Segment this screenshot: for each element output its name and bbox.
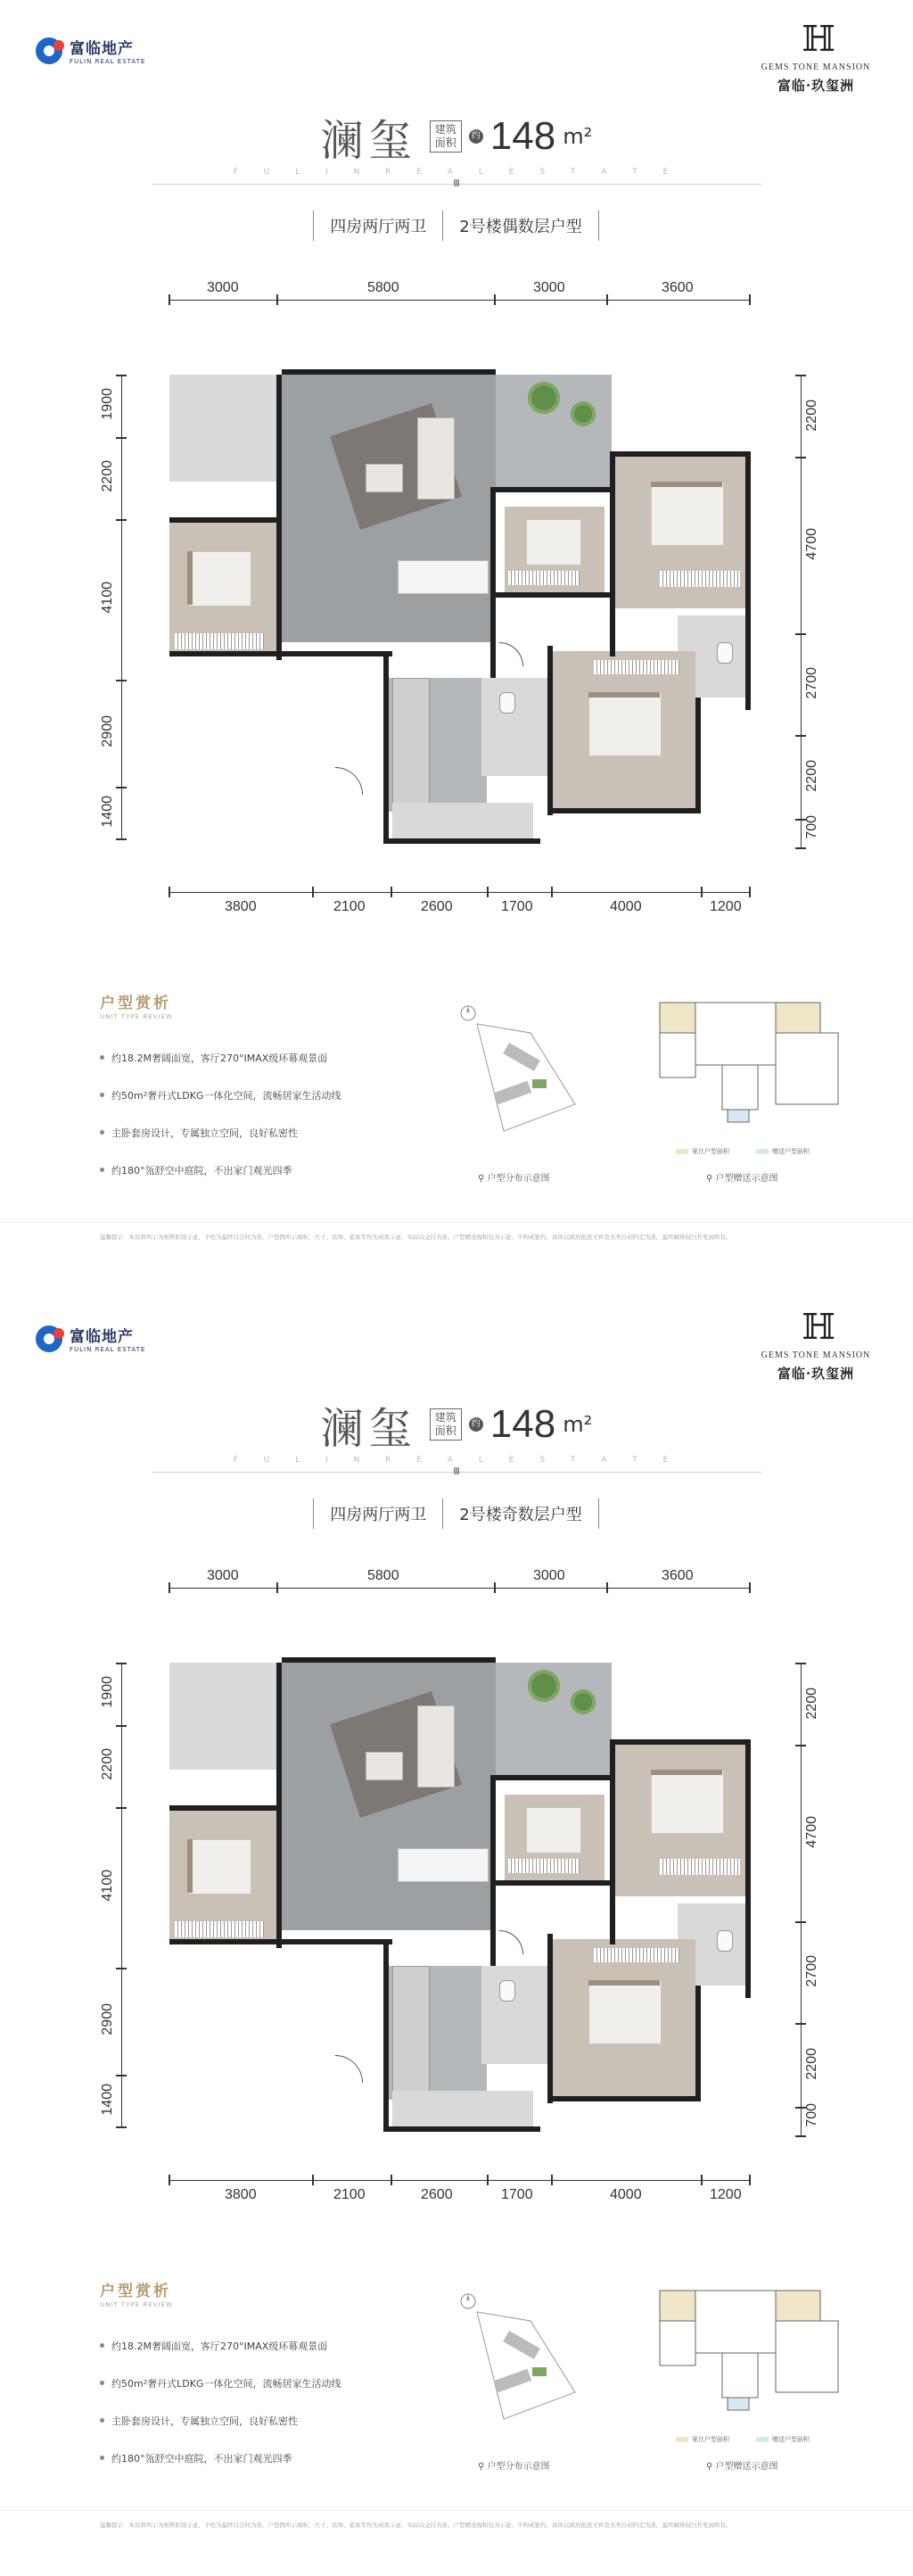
dim-left-5: 1400 xyxy=(100,796,115,828)
dim-tick xyxy=(701,2175,703,2185)
wall xyxy=(547,808,699,813)
dim-bottom-6: 1200 xyxy=(710,899,742,914)
bullet-icon xyxy=(100,1130,104,1135)
dim-tick xyxy=(116,437,127,439)
dim-left-2: 2200 xyxy=(100,460,115,492)
divider-mark-icon: Ⅲ xyxy=(453,1466,460,1477)
area-label: 建筑面积 xyxy=(430,120,462,153)
toilet-icon xyxy=(717,642,733,664)
project-brand xyxy=(749,20,883,95)
brand-name-cn: 富临·玖玺洲 xyxy=(777,1366,855,1382)
dim-line-right xyxy=(801,375,802,847)
wall xyxy=(547,646,553,815)
legend-gift-area xyxy=(756,2435,810,2444)
dim-bottom-4: 1700 xyxy=(501,899,533,914)
dim-tick xyxy=(749,1582,751,1593)
gifted-area-diagram xyxy=(651,997,847,1140)
dining-table xyxy=(398,560,489,594)
review-item xyxy=(100,2451,456,2489)
brand-monogram-icon: ℍ xyxy=(802,1307,830,1348)
dim-left-4: 2900 xyxy=(100,2003,115,2035)
utility-balcony xyxy=(392,803,490,838)
dim-right-5: 700 xyxy=(804,2103,819,2127)
dim-left-5: 1400 xyxy=(100,2084,115,2116)
review-item-text: 主卧套房设计，专属独立空间，良好私密性 xyxy=(111,1127,298,1139)
dim-tick xyxy=(795,1745,806,1746)
plant-icon xyxy=(528,382,560,414)
dim-tick xyxy=(606,294,608,305)
wall xyxy=(169,1939,392,1944)
review-item xyxy=(100,1163,456,1201)
dim-bottom-6: 1200 xyxy=(710,2187,742,2202)
developer-logo xyxy=(36,36,145,65)
dim-top-2: 5800 xyxy=(367,280,399,295)
dim-bottom-4: 1700 xyxy=(501,2187,533,2202)
door-arc xyxy=(499,1930,523,1954)
dim-top-4: 3600 xyxy=(662,280,694,295)
bed-master xyxy=(651,1770,724,1834)
bed-south xyxy=(588,1980,662,2044)
unit-name: 澜玺 xyxy=(320,115,417,166)
dim-right-5: 700 xyxy=(804,815,819,839)
wall xyxy=(389,2126,540,2132)
wall xyxy=(547,2096,699,2101)
wall xyxy=(276,1663,282,1948)
dim-bottom-1: 3800 xyxy=(225,899,257,914)
bullet-icon xyxy=(100,2343,104,2348)
wardrobe-west xyxy=(175,633,264,649)
review-item-text: 约18.2M奢阔面宽，客厅270°IMAX级环幕观景面 xyxy=(111,1053,328,1064)
review-item-text: 主卧套房设计，专属独立空间，良好私密性 xyxy=(111,2415,298,2427)
dim-top-2: 5800 xyxy=(367,1568,399,1583)
dim-tick xyxy=(606,1582,608,1593)
wall xyxy=(496,1880,610,1886)
dim-tick xyxy=(749,294,751,305)
logo-icon xyxy=(36,37,62,64)
wall xyxy=(496,1775,615,1780)
review-item xyxy=(100,1088,456,1126)
wall xyxy=(610,1739,615,1944)
wardrobe-study xyxy=(508,571,580,585)
legend-swatch xyxy=(676,1149,688,1154)
balcony-left xyxy=(169,375,282,482)
site-distribution-diagram xyxy=(450,2285,593,2428)
unit-title xyxy=(0,1393,913,1456)
wall xyxy=(695,1986,701,2101)
area-block xyxy=(430,114,592,159)
review-item-text: 约18.2M奢阔面宽，客厅270°IMAX级环幕观景面 xyxy=(111,2341,328,2352)
brand-name-en: GEMS TONE MANSION xyxy=(761,1350,871,1360)
dim-tick xyxy=(116,375,127,376)
tag-layout: 四房两厅两卫 xyxy=(313,1499,443,1529)
dim-tick xyxy=(116,680,127,681)
dim-bottom-5: 4000 xyxy=(610,899,642,914)
review-item xyxy=(100,1051,456,1088)
legend-sale-area xyxy=(676,2435,729,2444)
bed-south xyxy=(588,692,662,756)
dim-tick xyxy=(391,887,392,897)
dim-left-1: 1900 xyxy=(100,388,115,420)
legend-label: 案比户型面积 xyxy=(692,1148,729,1155)
door-arc xyxy=(499,642,523,666)
dim-tick xyxy=(276,1582,278,1593)
dim-bottom-2: 2100 xyxy=(333,2187,366,2202)
dim-tick xyxy=(795,633,806,635)
dim-right-4: 2200 xyxy=(804,760,819,792)
review-item-text: 约50m²奢丹式LDKG一体化空间，流畅居家生活动线 xyxy=(111,2378,341,2390)
plan-caption-text: 户型赠送示意图 xyxy=(715,1174,778,1184)
dim-tick xyxy=(487,2175,489,2185)
dim-tick xyxy=(169,2175,170,2185)
dim-tick xyxy=(795,375,806,376)
tag-building: 2号楼奇数层户型 xyxy=(442,1499,598,1529)
wall xyxy=(169,517,276,523)
review-item-text: 约180°瓴舒空中庭院，不出家门观光四季 xyxy=(111,2453,292,2465)
area-label: 建筑面积 xyxy=(430,1408,462,1441)
review-item-text: 约50m²奢丹式LDKG一体化空间，流畅居家生活动线 xyxy=(111,1090,341,1102)
developer-logo xyxy=(36,1324,145,1353)
door-arc xyxy=(335,767,363,795)
unit-title xyxy=(0,105,913,168)
disclaimer-footnote: 温馨提示：本资料所示为预售阶段示意，手绘为最终以合同为准。户型图所示面积、尺寸、装饰、家具等均为效果示意，实际以交付为准。户型赠送面积仅为示意，不构成要约，具体以政府批准文件及买卖合同约定为准。最终解释权归开发商所有。 xyxy=(100,2522,732,2529)
site-distribution-diagram xyxy=(450,997,593,1140)
review-item-text: 约180°瓴舒空中庭院，不出家门观光四季 xyxy=(111,1165,292,1177)
dim-tick xyxy=(391,2175,392,2185)
dim-right-3: 2700 xyxy=(804,667,819,699)
legend-label: 赠送户型面积 xyxy=(772,1148,810,1155)
dim-tick xyxy=(795,847,806,849)
plant-icon xyxy=(571,401,596,426)
unit-review xyxy=(0,972,913,1204)
dim-bottom-1: 3800 xyxy=(225,2187,257,2202)
bullet-icon xyxy=(100,2418,104,2423)
wardrobe-south xyxy=(594,1948,679,1962)
dining-table xyxy=(398,1848,489,1882)
dim-tick xyxy=(551,2175,553,2185)
living-sofa xyxy=(417,1705,455,1788)
logo-name-cn: 富临地产 xyxy=(70,1328,134,1346)
dim-tick xyxy=(701,887,703,897)
wall xyxy=(610,1739,749,1745)
wall xyxy=(745,451,751,710)
bed-study xyxy=(526,1807,581,1854)
review-item xyxy=(100,2339,456,2376)
dim-tick xyxy=(494,294,496,305)
area-block xyxy=(430,1402,592,1447)
plan-caption-text: 户型赠送示意图 xyxy=(715,2462,778,2472)
dim-tick xyxy=(169,1582,170,1593)
dim-top-4: 3600 xyxy=(662,1568,694,1583)
divider-mark-icon: Ⅲ xyxy=(453,178,460,189)
unit-tags xyxy=(0,211,913,241)
wardrobe-study xyxy=(508,1859,580,1873)
wall xyxy=(276,375,282,660)
review-list xyxy=(100,1051,456,1201)
dim-line-left xyxy=(121,375,122,838)
dim-bottom-2: 2100 xyxy=(333,899,366,914)
dim-bottom-3: 2600 xyxy=(421,899,453,914)
dim-tick xyxy=(169,887,170,897)
utility-balcony xyxy=(392,2091,490,2126)
wall xyxy=(547,1934,553,2103)
living-sofa xyxy=(417,417,455,500)
legend-gift-area xyxy=(756,1147,810,1156)
review-item xyxy=(100,1126,456,1163)
wall xyxy=(490,1775,496,1966)
dim-tick xyxy=(116,838,127,840)
dim-left-1: 1900 xyxy=(100,1676,115,1708)
toilet-icon xyxy=(499,692,515,714)
site-caption-text: 户型分布示意图 xyxy=(487,2462,550,2472)
unit-tags xyxy=(0,1499,913,1529)
dim-line-top xyxy=(169,1588,751,1589)
bullet-icon xyxy=(100,1168,104,1172)
dim-tick xyxy=(551,887,553,897)
site-caption: ⚲ 户型分布示意图 xyxy=(478,2462,550,2472)
dim-line-left xyxy=(121,1663,122,2126)
legend-sale-area xyxy=(676,1147,729,1156)
logo-icon xyxy=(36,1325,62,1352)
dim-top-3: 3000 xyxy=(533,280,565,295)
tag-building: 2号楼偶数层户型 xyxy=(442,211,598,241)
wall xyxy=(389,838,540,844)
dim-tick xyxy=(494,1582,496,1593)
legend-swatch xyxy=(676,2437,688,2442)
dim-tick xyxy=(116,1725,127,1727)
dim-tick xyxy=(312,887,314,897)
unit-name: 澜玺 xyxy=(320,1403,417,1454)
brand-name-en: GEMS TONE MANSION xyxy=(761,62,871,72)
bullet-icon xyxy=(100,2456,104,2460)
toilet-icon xyxy=(717,1930,733,1952)
logo-name-cn: 富临地产 xyxy=(70,40,134,58)
kitchen-counter xyxy=(392,1966,430,2093)
dim-line-right xyxy=(801,1663,802,2135)
dim-tick xyxy=(795,2135,806,2137)
dim-tick xyxy=(116,1968,127,1969)
wall xyxy=(496,487,615,492)
coffee-table xyxy=(366,464,403,492)
brand-monogram-icon: ℍ xyxy=(802,19,830,60)
coffee-table xyxy=(366,1752,403,1780)
bed-west-head xyxy=(187,1839,193,1893)
dim-tick xyxy=(116,1807,127,1809)
review-title: 户型赏析 xyxy=(100,2283,171,2300)
review-title: 户型赏析 xyxy=(100,995,171,1012)
plan-caption: ⚲ 户型赠送示意图 xyxy=(706,1174,778,1184)
wall xyxy=(610,451,615,656)
dim-tick xyxy=(116,2126,127,2128)
dim-tick xyxy=(795,735,806,737)
approx-badge: 约 xyxy=(469,1417,483,1432)
wall xyxy=(695,698,701,813)
dim-line-top xyxy=(169,300,751,301)
bed-west xyxy=(187,1839,251,1895)
logo-name-en: FULIN REAL ESTATE xyxy=(70,58,146,65)
legend-swatch xyxy=(756,2437,769,2442)
bed-south-head xyxy=(588,692,660,698)
area-value: 148 xyxy=(489,1402,556,1446)
wall xyxy=(282,1657,496,1663)
area-unit: m² xyxy=(563,1412,593,1437)
dim-tick xyxy=(312,2175,314,2185)
brand-name-cn: 富临·玖玺洲 xyxy=(777,78,855,94)
legend-label: 案比户型面积 xyxy=(692,2436,729,2443)
plant-icon xyxy=(528,1670,560,1702)
dim-tick xyxy=(795,2023,806,2025)
gifted-area-diagram xyxy=(651,2285,847,2428)
bullet-icon xyxy=(100,2381,104,2385)
bed-study xyxy=(526,519,581,566)
kitchen-counter xyxy=(392,678,430,805)
wall xyxy=(383,656,389,844)
dim-tick xyxy=(487,887,489,897)
dim-right-1: 2200 xyxy=(804,400,819,432)
dim-tick xyxy=(116,2075,127,2076)
dim-tick xyxy=(795,457,806,458)
approx-badge: 约 xyxy=(469,129,483,144)
wall xyxy=(383,1944,389,2132)
wardrobe-master xyxy=(660,1859,740,1875)
dim-tick xyxy=(749,2175,751,2185)
dim-left-3: 4100 xyxy=(100,582,115,614)
area-value: 148 xyxy=(489,114,556,158)
service-balcony xyxy=(489,803,533,838)
balcony-left xyxy=(169,1663,282,1770)
review-item xyxy=(100,2376,456,2414)
dim-bottom-3: 2600 xyxy=(421,2187,453,2202)
bottom-rule xyxy=(0,1222,913,1223)
unit-review xyxy=(0,2260,913,2492)
dim-tick xyxy=(276,294,278,305)
wardrobe-west xyxy=(175,1921,264,1937)
legend-label: 赠送户型面积 xyxy=(772,2436,810,2443)
dim-bottom-5: 4000 xyxy=(610,2187,642,2202)
area-unit: m² xyxy=(563,124,593,149)
bed-south-head xyxy=(588,1980,660,1986)
bed-master-head xyxy=(651,1770,722,1775)
dim-right-4: 2200 xyxy=(804,2048,819,2080)
project-brand xyxy=(749,1308,883,1383)
subtitle-en: F U L I N R E A L E S T A T E xyxy=(233,1456,680,1465)
bed-master-head xyxy=(651,482,722,487)
dim-tick xyxy=(116,519,127,521)
floor-plan xyxy=(0,268,913,945)
bed-master xyxy=(651,482,724,546)
wardrobe-master xyxy=(660,571,740,587)
dim-left-3: 4100 xyxy=(100,1870,115,1902)
disclaimer-footnote: 温馨提示：本资料所示为预售阶段示意，手绘为最终以合同为准。户型图所示面积、尺寸、装饰、家具等均为效果示意，实际以交付为准。户型赠送面积仅为示意，不构成要约，具体以政府批准文件及买卖合同约定为准。最终解释权归开发商所有。 xyxy=(100,1234,732,1241)
bed-west xyxy=(187,551,251,607)
dim-right-1: 2200 xyxy=(804,1688,819,1720)
dim-tick xyxy=(169,294,170,305)
dim-line-bottom xyxy=(169,2180,751,2181)
plant-icon xyxy=(571,1689,596,1714)
dim-top-1: 3000 xyxy=(207,1568,239,1583)
wall xyxy=(282,369,496,375)
floorplan-sheet-odd xyxy=(0,1288,913,2576)
wall xyxy=(490,487,496,678)
dim-tick xyxy=(795,1663,806,1664)
review-subtitle: UNIT TYPE REVIEW xyxy=(100,1013,173,1020)
wall xyxy=(745,1739,751,1998)
bullet-icon xyxy=(100,1093,104,1097)
review-subtitle: UNIT TYPE REVIEW xyxy=(100,2301,173,2308)
review-list xyxy=(100,2339,456,2489)
dim-line-bottom xyxy=(169,892,751,893)
bed-west-head xyxy=(187,551,193,605)
subtitle-en: F U L I N R E A L E S T A T E xyxy=(233,168,680,177)
common-bathroom xyxy=(481,1966,551,2064)
dim-left-2: 2200 xyxy=(100,1748,115,1780)
plan-caption: ⚲ 户型赠送示意图 xyxy=(706,2462,778,2472)
dim-left-4: 2900 xyxy=(100,715,115,747)
dim-tick xyxy=(116,1663,127,1664)
review-item xyxy=(100,2414,456,2451)
site-caption: ⚲ 户型分布示意图 xyxy=(478,1174,550,1184)
site-caption-text: 户型分布示意图 xyxy=(487,1174,550,1184)
floor-plan xyxy=(0,1556,913,2233)
toilet-icon xyxy=(499,1980,515,2002)
wall xyxy=(610,451,749,457)
dim-top-1: 3000 xyxy=(207,280,239,295)
tag-layout: 四房两厅两卫 xyxy=(313,211,443,241)
logo-name-en: FULIN REAL ESTATE xyxy=(70,1346,146,1353)
dim-right-2: 4700 xyxy=(804,528,819,560)
dim-tick xyxy=(795,1921,806,1923)
wall xyxy=(496,592,610,598)
dim-tick xyxy=(749,887,751,897)
dim-tick xyxy=(116,787,127,788)
bullet-icon xyxy=(100,1055,104,1060)
service-balcony xyxy=(489,2091,533,2126)
dim-top-3: 3000 xyxy=(533,1568,565,1583)
wall xyxy=(169,651,392,656)
dim-right-2: 4700 xyxy=(804,1816,819,1848)
common-bathroom xyxy=(481,678,551,776)
dim-right-3: 2700 xyxy=(804,1955,819,1987)
wardrobe-south xyxy=(594,660,679,674)
wall xyxy=(169,1805,276,1811)
bottom-rule xyxy=(0,2510,913,2511)
legend-swatch xyxy=(756,1149,769,1154)
door-arc xyxy=(335,2055,363,2083)
